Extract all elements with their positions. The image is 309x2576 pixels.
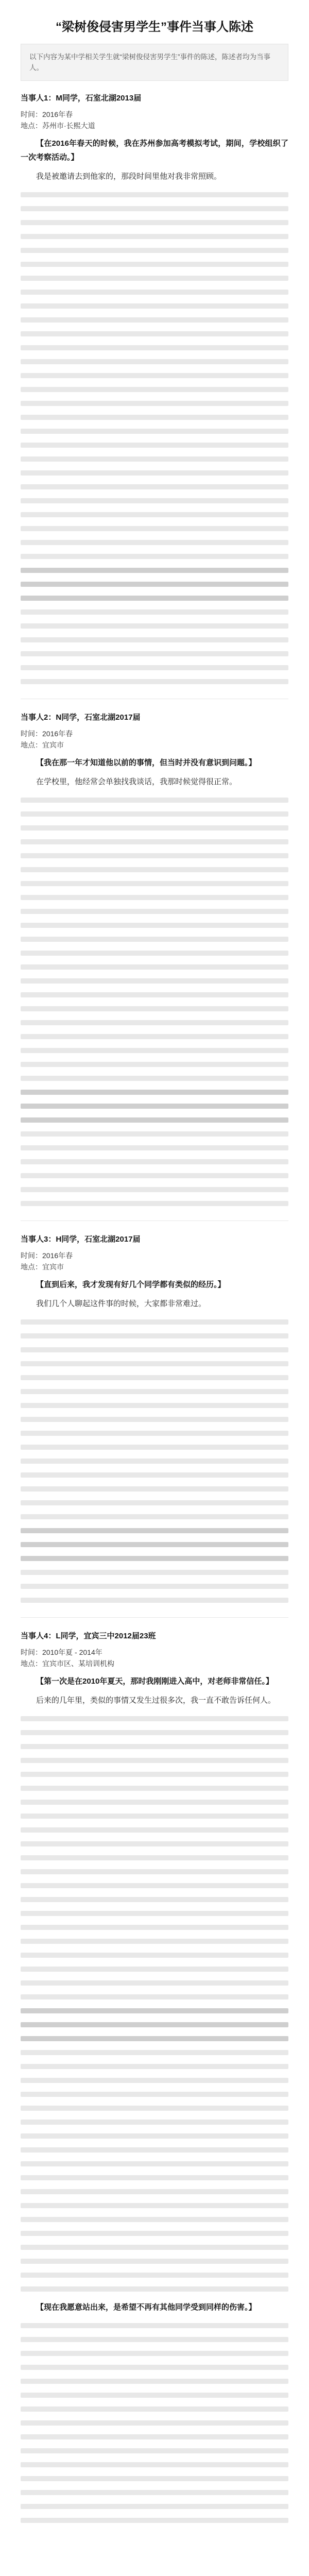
paragraph: 后来的几年里，类似的事情又发生过很多次，我一直不敢告诉任何人。	[36, 1696, 276, 1705]
highlight-text: 【我在那一年才知道他以前的事情，但当时并没有意识到问题。】	[36, 758, 256, 767]
meta-location: 地点：宜宾市区、某培训机构	[21, 1659, 114, 1668]
section-heading: 当事人3：H同学，石室北湖2017届	[21, 1235, 141, 1244]
meta-location: 地点：宜宾市	[21, 1263, 64, 1271]
highlight-text: 【现在我愿意站出来，是希望不再有其他同学受到同样的伤害。】	[36, 2303, 256, 2312]
paragraph: 在学校里，他经常会单独找我谈话，我那时候觉得很正常。	[36, 777, 237, 786]
paragraph	[21, 1278, 288, 1292]
section-heading: 当事人2：N同学，石室北湖2017届	[21, 713, 141, 722]
paragraph: 我们几个人聊起这件事的时候，大家都非常难过。	[36, 1299, 207, 1308]
text-body	[21, 798, 288, 1206]
highlight-text: 【在2016年春天的时候，我在苏州参加高考模拟考试，期间，学校组织了一次考察活动。】	[21, 139, 288, 162]
highlight-text: 【第一次是在2010年夏天，那时我刚刚进入高中，对老师非常信任。】	[36, 1677, 273, 1686]
meta-location: 地点：宜宾市	[21, 741, 64, 749]
text-body	[21, 1716, 288, 2292]
intro-box: 以下内容为某中学相关学生就“梁树俊侵害男学生”事件的陈述，陈述者均为当事人。	[21, 44, 288, 81]
testimony-section	[21, 1630, 288, 2523]
meta-time: 时间：2016年春	[21, 110, 73, 118]
section-heading: 当事人1：M同学，石室北湖2013届	[21, 94, 142, 103]
paragraph: 我是被邀请去到他家的，那段时间里他对我非常照顾。	[36, 172, 222, 181]
paragraph	[21, 2300, 288, 2314]
testimony-section	[21, 1233, 288, 1603]
paragraph	[21, 1674, 288, 1688]
section-heading: 当事人4：L同学，宜宾三中2012届23班	[21, 1632, 156, 1640]
text-body	[21, 1319, 288, 1603]
meta-time: 时间：2016年春	[21, 1251, 73, 1260]
text-body	[21, 2323, 288, 2523]
section-divider	[21, 1617, 288, 1618]
meta-time: 时间：2016年春	[21, 730, 73, 738]
meta-time: 时间：2010年夏 - 2014年	[21, 1648, 102, 1656]
testimony-section	[21, 711, 288, 1206]
text-body	[21, 192, 288, 684]
testimony-section	[21, 92, 288, 684]
page-title: “梁树俊侵害男学生”事件当事人陈述	[56, 20, 253, 34]
highlight-text: 【直到后来，我才发现有好几个同学都有类似的经历。】	[36, 1280, 226, 1289]
meta-location: 地点：苏州市·长熙大道	[21, 122, 95, 130]
paragraph	[21, 756, 288, 770]
paragraph	[21, 137, 288, 164]
